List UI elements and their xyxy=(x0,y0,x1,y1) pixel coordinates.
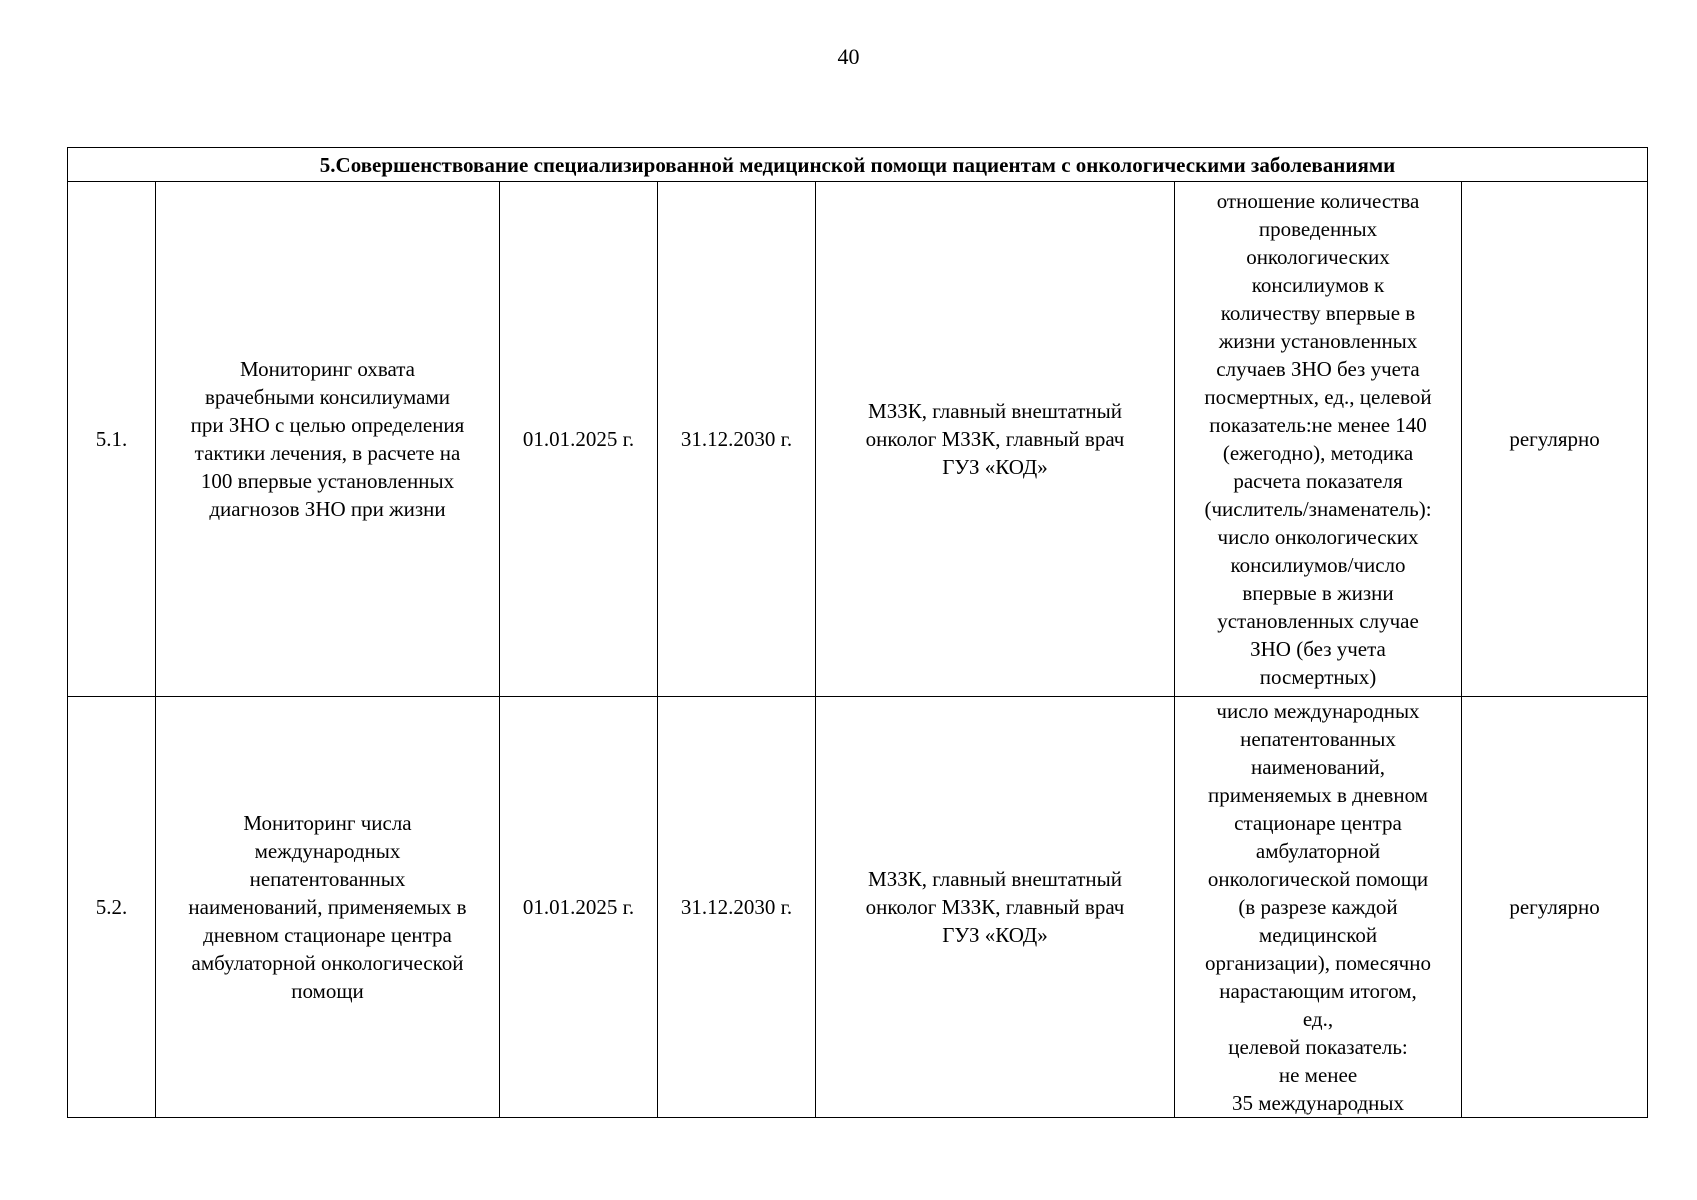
indicator-line: впервые в жизни xyxy=(1242,581,1394,605)
indicator-line: отношение количества xyxy=(1216,189,1420,213)
responsible-line: МЗЗК, главный внештатный xyxy=(868,867,1122,891)
indicator-line: 35 международных xyxy=(1231,1091,1405,1115)
indicator-line: ед., xyxy=(1302,1007,1334,1031)
activity-line: непатентованных xyxy=(249,867,406,891)
end-date: 31.12.2030 г. xyxy=(658,697,816,1118)
indicator-line: нарастающим итогом, xyxy=(1219,979,1417,1003)
activity-cell xyxy=(156,697,500,1118)
responsible-line: онколог МЗЗК, главный врач xyxy=(865,895,1125,919)
activity-line: помощи xyxy=(291,979,364,1003)
indicator-line: (в разрезе каждой xyxy=(1238,895,1398,919)
responsible-line: МЗЗК, главный внештатный xyxy=(868,399,1122,423)
activity-line: 100 впервые установленных xyxy=(200,469,455,493)
row-number: 5.2. xyxy=(68,697,156,1118)
indicator-line: количеству впервые в xyxy=(1220,301,1416,325)
table-row xyxy=(68,697,1648,1118)
activity-line: международных xyxy=(254,839,401,863)
activity-line: дневном стационаре центра xyxy=(203,923,452,947)
activity-cell xyxy=(156,182,500,697)
section-header-row xyxy=(68,148,1648,182)
indicator-line: проведенных xyxy=(1258,217,1378,241)
indicator-line: медицинской xyxy=(1258,923,1378,947)
activity-line: амбулаторной онкологической xyxy=(191,951,464,975)
responsible-line: онколог МЗЗК, главный врач xyxy=(865,427,1125,451)
activities-table xyxy=(67,147,1648,1118)
indicator-line: случаев ЗНО без учета xyxy=(1216,357,1420,381)
responsible-line: ГУЗ «КОД» xyxy=(942,923,1048,947)
activity-line: Мониторинг охвата xyxy=(239,357,415,381)
indicator-line: расчета показателя xyxy=(1233,469,1403,493)
indicator-line: ЗНО (без учета xyxy=(1250,637,1386,661)
activity-line: при ЗНО с целью определения xyxy=(190,413,465,437)
indicator-line: число международных xyxy=(1216,699,1420,723)
activity-line: тактики лечения, в расчете на xyxy=(194,441,461,465)
indicator-line: показатель:не менее 140 xyxy=(1209,413,1427,437)
page-number: 40 xyxy=(837,44,860,69)
indicator-cell xyxy=(1175,182,1462,697)
indicator-line: число онкологических xyxy=(1217,525,1419,549)
activity-line: наименований, применяемых в xyxy=(188,895,467,919)
indicator-line: целевой показатель: xyxy=(1228,1035,1408,1059)
indicator-line: консилиумов к xyxy=(1251,273,1385,297)
table-row xyxy=(68,182,1648,697)
end-date: 31.12.2030 г. xyxy=(658,182,816,697)
indicator-line: (ежегодно), методика xyxy=(1222,441,1414,465)
section-title: 5.Совершенствование специализированной медицинской помощи пациентам с онкологическими заболеваниями xyxy=(68,148,1648,182)
start-date: 01.01.2025 г. xyxy=(500,182,658,697)
indicator-line: не менее xyxy=(1278,1063,1358,1087)
indicator-line: онкологической помощи xyxy=(1207,867,1429,891)
indicator-cell xyxy=(1175,697,1462,1118)
indicator-line: (числитель/знаменатель): xyxy=(1204,497,1432,521)
indicator-line: применяемых в дневном xyxy=(1208,783,1428,807)
responsible-line: ГУЗ «КОД» xyxy=(942,455,1048,479)
activity-line: Мониторинг числа xyxy=(243,811,412,835)
activity-line: врачебными консилиумами xyxy=(205,385,450,409)
indicator-line: жизни установленных xyxy=(1218,329,1418,353)
responsible-cell xyxy=(816,697,1175,1118)
responsible-cell xyxy=(816,182,1175,697)
start-date: 01.01.2025 г. xyxy=(500,697,658,1118)
frequency-cell: регулярно xyxy=(1462,182,1648,697)
indicator-line: онкологических xyxy=(1246,245,1390,269)
indicator-line: амбулаторной xyxy=(1255,839,1381,863)
indicator-line: стационаре центра xyxy=(1234,811,1402,835)
row-number: 5.1. xyxy=(68,182,156,697)
indicator-line: консилиумов/число xyxy=(1230,553,1406,577)
indicator-line: наименований, xyxy=(1250,755,1386,779)
indicator-line: посмертных, ед., целевой xyxy=(1204,385,1432,409)
indicator-line: посмертных) xyxy=(1259,665,1377,689)
activity-line: диагнозов ЗНО при жизни xyxy=(209,497,446,521)
frequency-cell: регулярно xyxy=(1462,697,1648,1118)
indicator-line: непатентованных xyxy=(1240,727,1396,751)
indicator-line: организации), помесячно xyxy=(1205,951,1431,975)
indicator-line: установленных случае xyxy=(1217,609,1419,633)
